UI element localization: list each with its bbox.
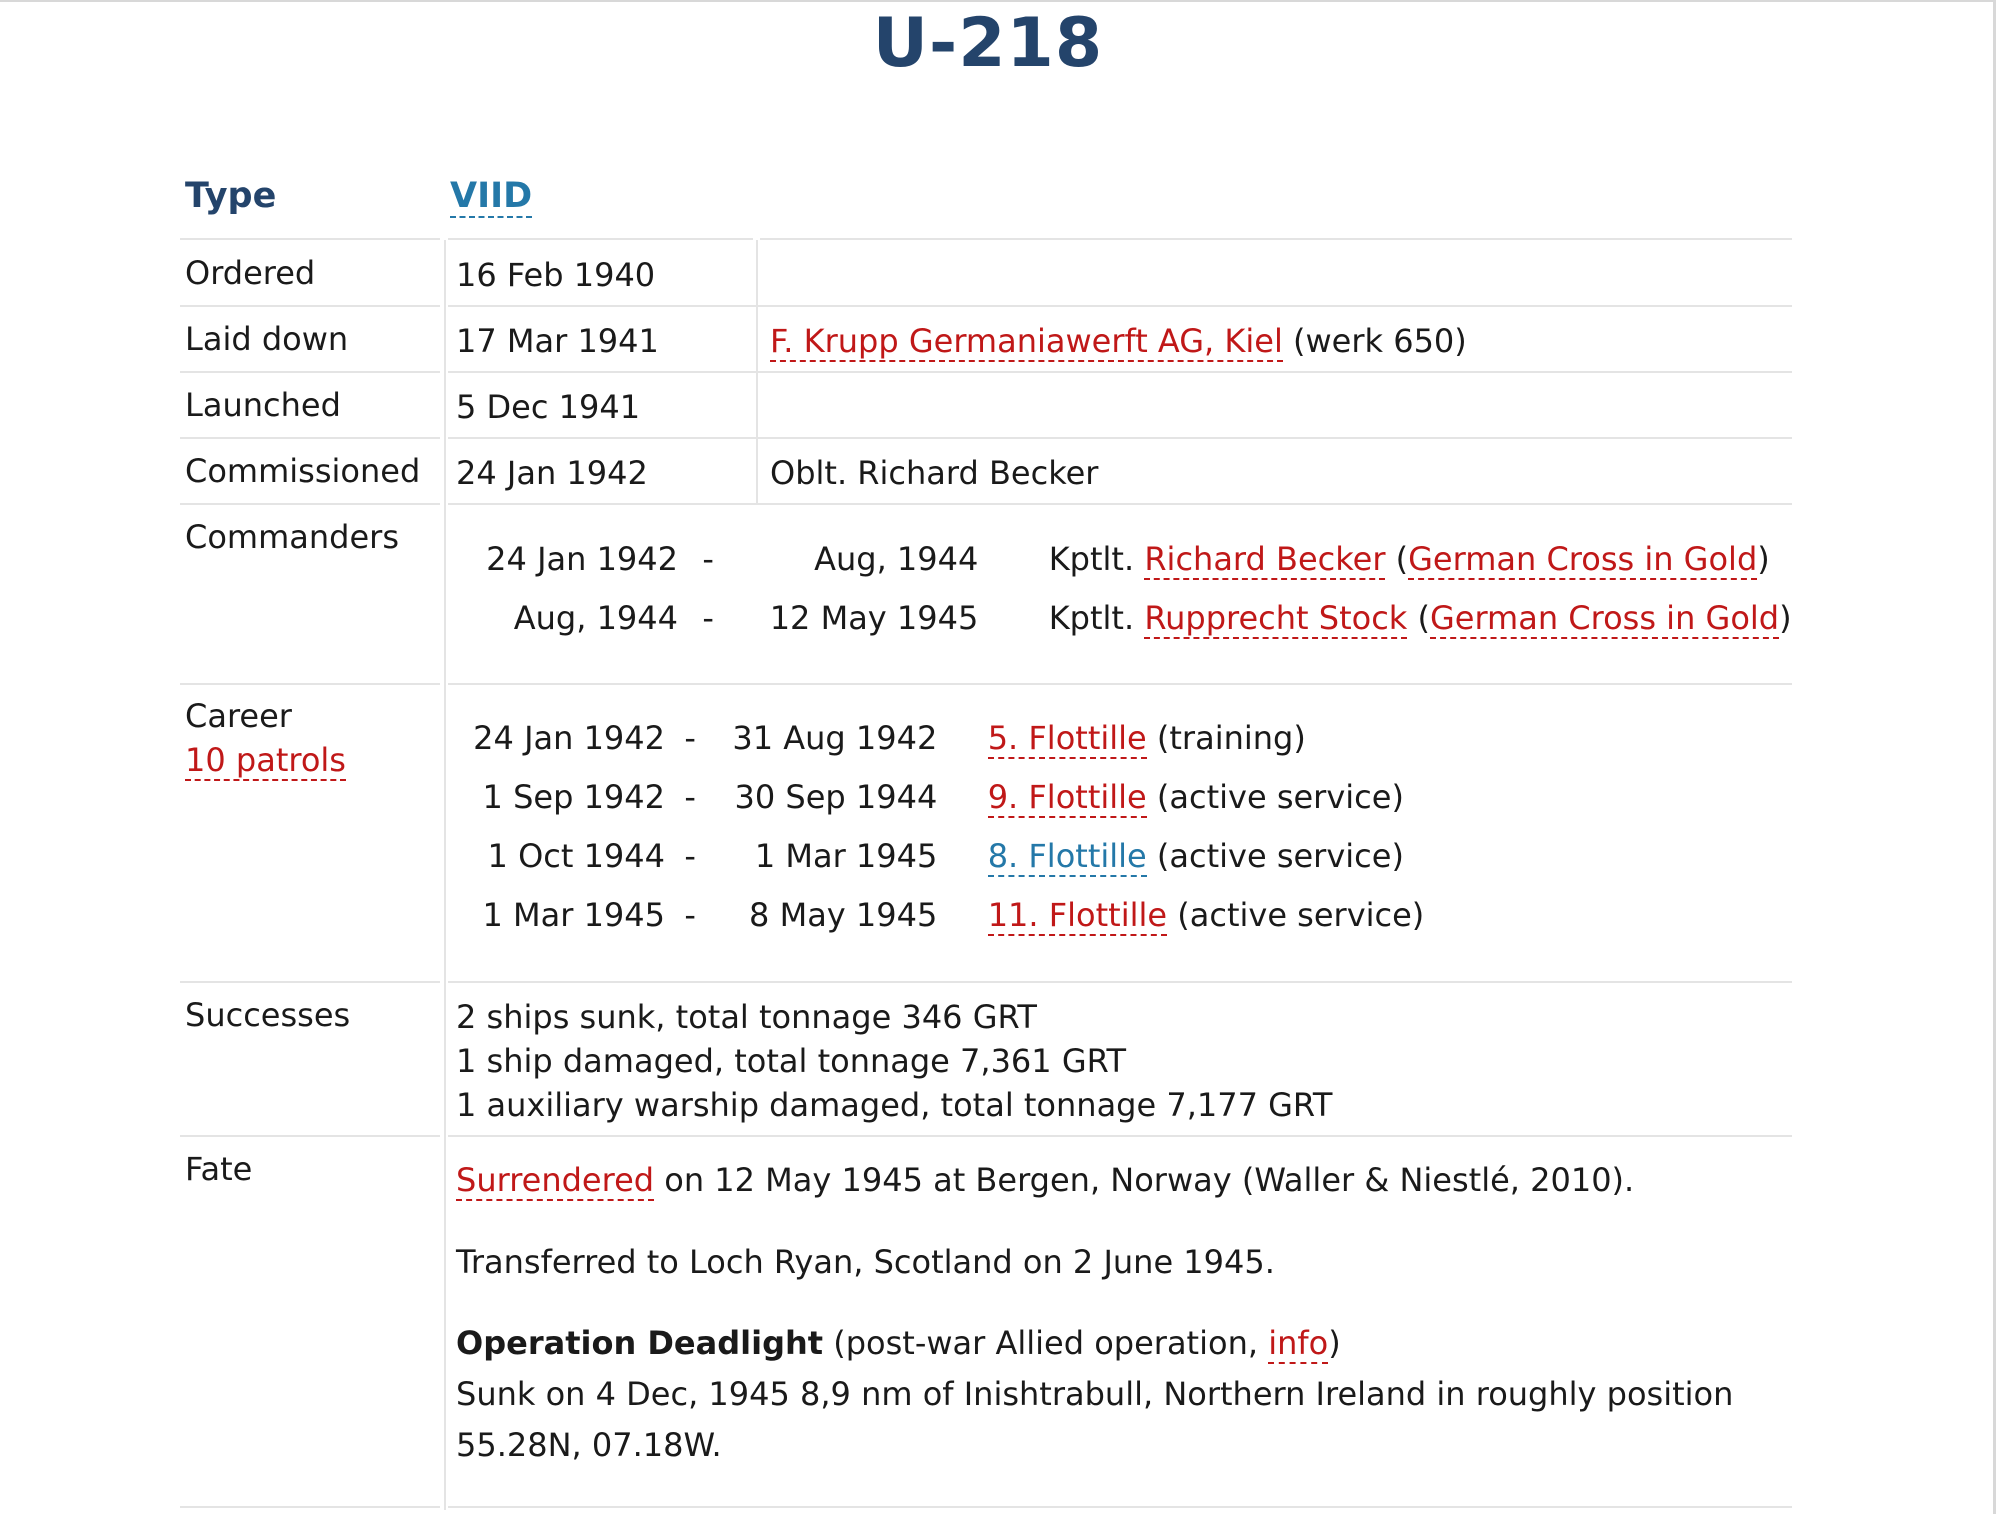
fate-sunk-line: 55.28N, 07.18W.	[456, 1426, 722, 1464]
ordered-label: Ordered	[185, 254, 316, 292]
info-link[interactable]: info	[1268, 1324, 1329, 1362]
row-divider	[448, 503, 1792, 505]
laid-down-label: Laid down	[185, 320, 349, 358]
laid-down-yard	[770, 322, 1467, 360]
career-from: 1 Mar 1945	[482, 896, 665, 934]
career-dash: -	[684, 896, 696, 934]
row-divider	[180, 1506, 440, 1508]
fate-label: Fate	[185, 1150, 253, 1188]
laid-down-date: 17 Mar 1941	[456, 322, 659, 360]
column-divider	[756, 240, 758, 503]
paren: (	[1417, 599, 1430, 637]
career-dash: -	[684, 719, 696, 757]
career-label: Career	[185, 697, 292, 735]
row-divider	[180, 503, 440, 505]
commander-to: Aug, 1944	[814, 540, 979, 578]
career-role: (active service)	[1156, 778, 1404, 816]
career-to: 30 Sep 1944	[734, 778, 938, 816]
commander-row	[460, 540, 1770, 578]
commander-to: 12 May 1945	[769, 599, 979, 637]
commander-name-link[interactable]: Rupprecht Stock	[1144, 599, 1408, 637]
surrendered-text: on 12 May 1945 at Bergen, Norway (Waller & Niestlé, 2010).	[654, 1161, 1635, 1199]
award-link[interactable]: German Cross in Gold	[1408, 540, 1758, 578]
commissioned-date: 24 Jan 1942	[456, 454, 648, 492]
career-row	[455, 837, 1404, 875]
commander-from: Aug, 1944	[513, 599, 678, 637]
commander-dash: -	[702, 540, 714, 578]
row-divider	[180, 238, 440, 240]
row-divider	[448, 683, 1792, 685]
row-divider	[448, 371, 1792, 373]
career-row	[455, 778, 1404, 816]
row-divider	[180, 683, 440, 685]
launched-label: Launched	[185, 386, 341, 424]
flottille-link[interactable]: 5. Flottille	[987, 719, 1147, 757]
fate-transferred: Transferred to Loch Ryan, Scotland on 2 June 1945.	[456, 1243, 1275, 1281]
patrols-link-wrap	[185, 741, 346, 779]
werk-number: (werk 650)	[1293, 322, 1467, 360]
launched-date: 5 Dec 1941	[456, 388, 641, 426]
flottille-link[interactable]: 11. Flottille	[987, 896, 1168, 934]
success-line: 1 auxiliary warship damaged, total tonnage 7,177 GRT	[456, 1086, 1333, 1124]
type-link[interactable]: VIID	[450, 176, 533, 216]
ordered-date: 16 Feb 1940	[456, 256, 656, 294]
row-divider	[760, 238, 1792, 240]
career-from: 1 Oct 1944	[487, 837, 665, 875]
commander-row	[460, 599, 1792, 637]
flottille-link[interactable]: 8. Flottille	[987, 837, 1147, 875]
career-to: 1 Mar 1945	[754, 837, 938, 875]
commanders-label: Commanders	[185, 518, 399, 556]
career-role: (active service)	[1156, 837, 1404, 875]
successes-label: Successes	[185, 996, 351, 1034]
operation-close: )	[1328, 1324, 1341, 1362]
row-divider	[180, 371, 440, 373]
row-divider	[180, 981, 440, 983]
career-to: 8 May 1945	[749, 896, 938, 934]
commissioned-label: Commissioned	[185, 452, 421, 490]
career-role: (training)	[1156, 719, 1306, 757]
career-dash: -	[684, 778, 696, 816]
row-divider	[180, 305, 440, 307]
row-divider	[448, 238, 753, 240]
fate-operation	[456, 1324, 1341, 1362]
career-from: 24 Jan 1942	[473, 719, 665, 757]
commander-rank: Kptlt.	[1048, 599, 1135, 637]
success-line: 1 ship damaged, total tonnage 7,361 GRT	[456, 1042, 1127, 1080]
row-divider	[448, 305, 1792, 307]
paren: (	[1395, 540, 1409, 578]
award-link[interactable]: German Cross in Gold	[1429, 599, 1780, 637]
success-line: 2 ships sunk, total tonnage 346 GRT	[456, 998, 1037, 1036]
page-title: U-218	[872, 4, 1104, 83]
operation-desc: (post-war Allied operation,	[823, 1324, 1269, 1362]
column-divider	[444, 240, 446, 1510]
paren: )	[1779, 599, 1792, 637]
surrendered-link[interactable]: Surrendered	[456, 1161, 655, 1199]
row-divider	[448, 981, 1792, 983]
career-row	[455, 719, 1306, 757]
top-border	[0, 0, 1996, 2]
row-divider	[448, 1135, 1792, 1137]
patrols-link[interactable]: 10 patrols	[185, 741, 346, 779]
shipyard-link[interactable]: F. Krupp Germaniawerft AG, Kiel	[770, 322, 1283, 360]
career-from: 1 Sep 1942	[482, 778, 665, 816]
commander-rank: Kptlt.	[1048, 540, 1135, 578]
row-divider	[448, 437, 1792, 439]
paren: )	[1757, 540, 1770, 578]
commissioned-by: Oblt. Richard Becker	[770, 454, 1099, 492]
operation-title: Operation Deadlight	[456, 1324, 824, 1362]
career-row	[455, 896, 1424, 934]
row-divider	[448, 1506, 1792, 1508]
flottille-link[interactable]: 9. Flottille	[987, 778, 1147, 816]
commander-from: 24 Jan 1942	[486, 540, 678, 578]
commander-dash: -	[702, 599, 714, 637]
row-divider	[180, 437, 440, 439]
career-role: (active service)	[1177, 896, 1425, 934]
fate-sunk-line: Sunk on 4 Dec, 1945 8,9 nm of Inishtrabull, Northern Ireland in roughly position	[456, 1375, 1734, 1413]
row-divider	[180, 1135, 440, 1137]
career-to: 31 Aug 1942	[732, 719, 938, 757]
commander-name-link[interactable]: Richard Becker	[1144, 540, 1386, 578]
fate-surrendered	[456, 1161, 1634, 1199]
type-label: Type	[185, 176, 277, 216]
career-dash: -	[684, 837, 696, 875]
